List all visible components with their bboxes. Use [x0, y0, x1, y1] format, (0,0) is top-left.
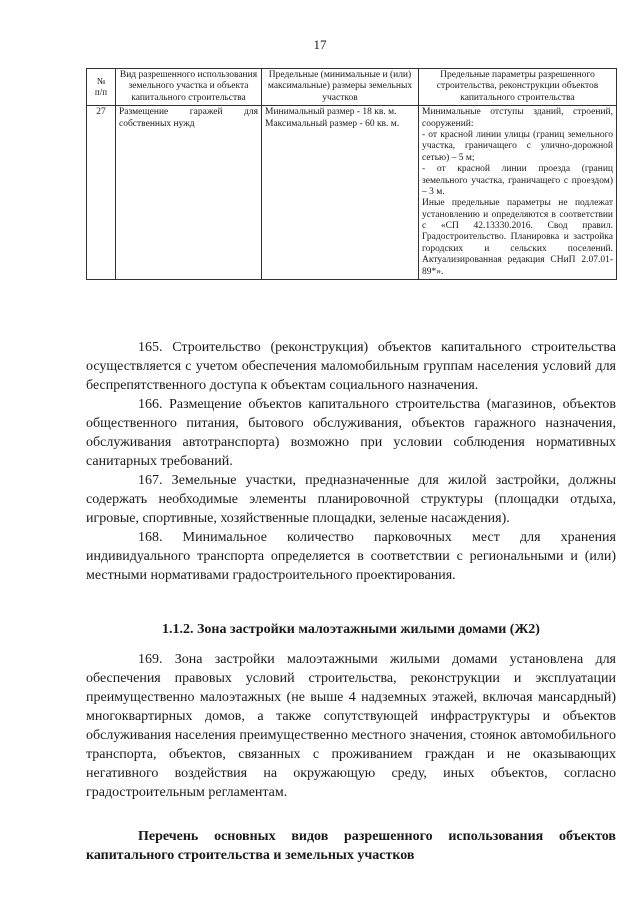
paragraphs-block	[86, 338, 616, 585]
section-heading: 1.1.2. Зона застройки малоэтажными жилыми домами (Ж2)	[162, 622, 540, 637]
row-use-type: Размещение гаражей для собственных нужд	[116, 106, 262, 280]
row-plot-size	[262, 106, 419, 280]
params-line: Минимальные отступы зданий, строений, сооружений:	[422, 107, 613, 129]
paragraph-165: 165. Строительство (реконструкция) объектов капитального строительства осуществляется с учетом обеспечения маломобильным группам населения условий для беспрепятственного доступа к объектам социального назначения.	[86, 340, 616, 393]
header-build-params: Предельные параметры разрешенного строительства, реконструкции объектов капитального строительства	[419, 69, 617, 106]
header-plot-size: Предельные (минимальные и (или) максимальные) размеры земельных участков	[262, 69, 419, 106]
header-number-abbr: п/п	[94, 87, 108, 98]
plot-size-max: Максимальный размер - 60 кв. м.	[265, 118, 400, 129]
paragraph-168: 168. Минимальное количество парковочных мест для хранения индивидуального транспорта определяется в соответствии с региональными и (или) местными нормативами градостроительного проектирования.	[86, 530, 616, 583]
plot-size-min: Минимальный размер - 18 кв. м.	[265, 107, 397, 118]
paragraph-169: 169. Зона застройки малоэтажными жилыми домами установлена для обеспечения правовых условий строительства, реконструкции и эксплуатации преимущественно малоэтажных (не выше 4 надземных этажей, включая мансардный) многоквартирных домов, а также сопутствующей инфраструктуры и объектов обслуживания населения преимущественно местного значения, стоянок автомобильного транспорта, объектов, связанных с проживанием граждан и не оказывающих негативного воздействия на окружающую среду, иных объектов, согласно градостроительным регламентам.	[86, 652, 616, 800]
header-use-type: Вид разрешенного использования земельного участка и объекта капитального строительства	[116, 69, 262, 106]
table-header-row	[87, 69, 617, 106]
paragraph-167: 167. Земельные участки, предназначенные для жилой застройки, должны содержать необходимые элементы планировочной структуры (площадки отдыха, игровые, спортивные, хозяйственные площадки, зеленые насаждения).	[86, 473, 616, 526]
header-number-symbol: №	[96, 76, 106, 87]
params-line: Иные предельные параметры не подлежат установлению и определяются в соответствии с «СП 42.13330.2016. Свод правил. Градостроительство. Планировка и застройка городских и сельских поселений. Актуализированная редакция СНиП 2.07.01-89*».	[422, 198, 613, 277]
row-number: 27	[87, 106, 116, 280]
paragraph-166: 166. Размещение объектов капитального строительства (магазинов, объектов общественного питания, бытового обслуживания, объектов гаражного назначения, обслуживания автотранспорта) возможно при условии соблюдения нормативных санитарных требований.	[86, 397, 616, 469]
header-number	[87, 69, 116, 106]
zoning-table	[86, 68, 617, 280]
page-number: 17	[313, 37, 327, 52]
params-line: - от красной линии проезда (границ земельного участка, граничащего с проездом) – 3 м.	[422, 164, 613, 197]
row-build-params	[419, 106, 617, 280]
table-row	[87, 106, 617, 280]
list-heading: Перечень основных видов разрешенного использования объектов капитального строительства и земельных участков	[86, 829, 616, 863]
params-line: - от красной линии улицы (границ земельного участка, граничащего с улично-дорожной сетью) – 5 м;	[422, 129, 613, 163]
paragraph-169-block	[86, 650, 616, 802]
